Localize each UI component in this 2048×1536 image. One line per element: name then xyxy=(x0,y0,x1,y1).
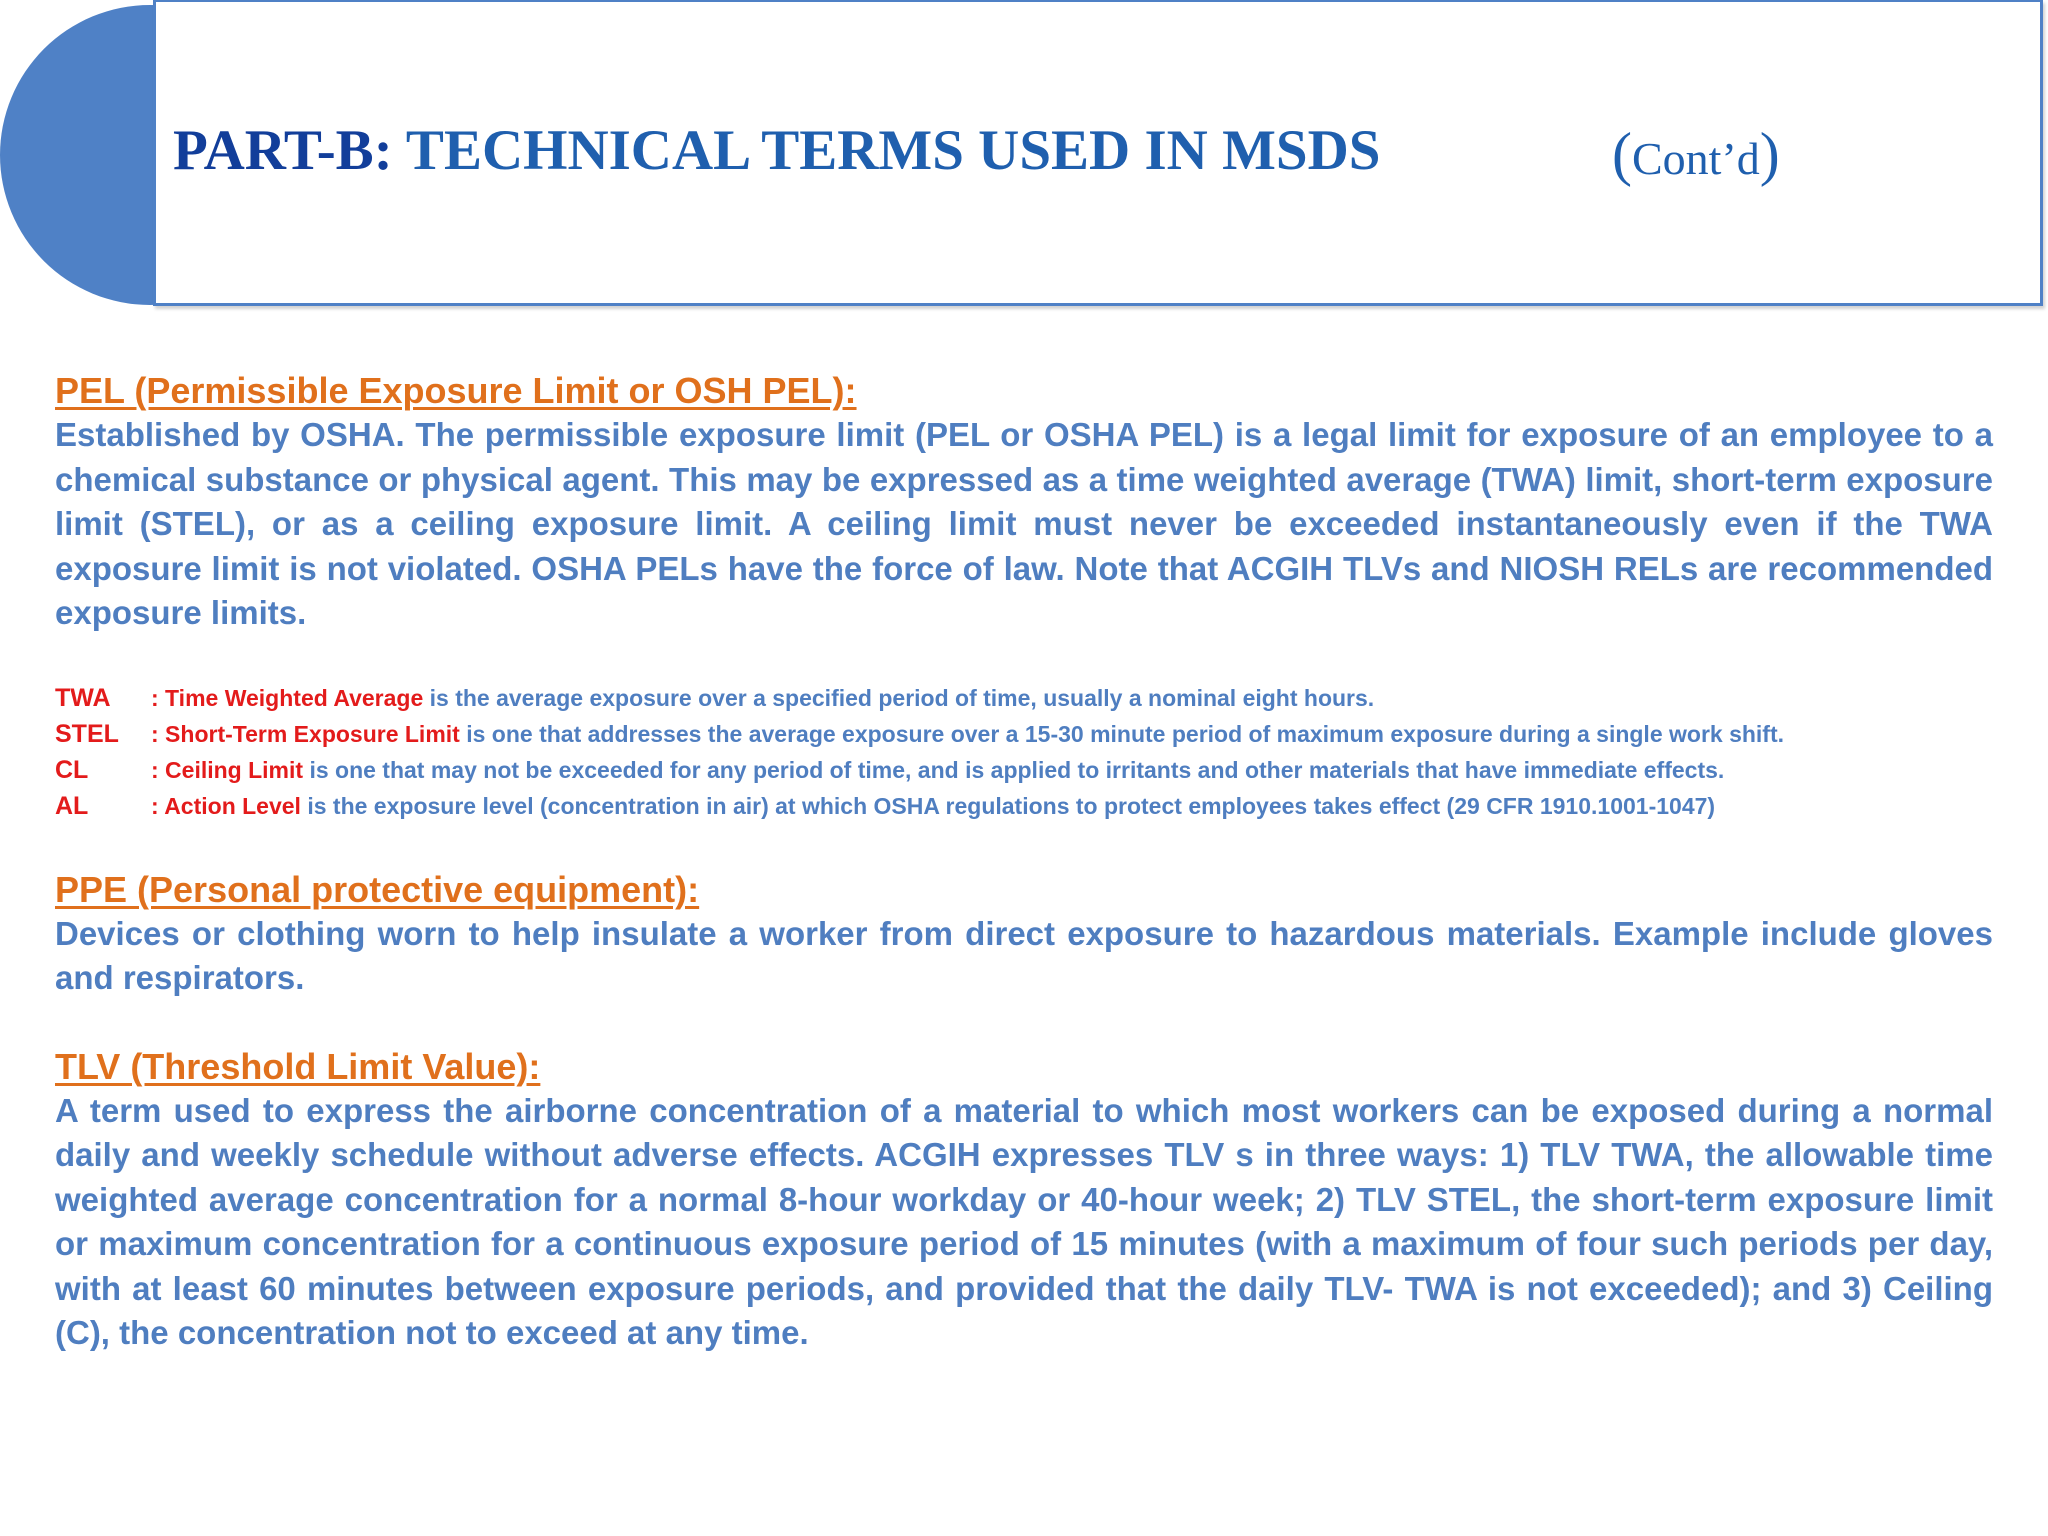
ppe-body: Devices or clothing worn to help insulate a worker from direct exposure to hazardous materials. Example include gloves and respirators. xyxy=(55,914,1993,996)
cont-open-paren: ( xyxy=(1612,121,1632,187)
definition-abbr: STEL xyxy=(55,719,119,748)
continued-marker xyxy=(1612,116,1780,197)
definition-term: : Short-Term Exposure Limit xyxy=(151,720,460,747)
pel-heading: PEL (Permissible Exposure Limit or OSH PEL): xyxy=(55,370,857,411)
definition-abbr: AL xyxy=(55,791,89,820)
definition-abbr: TWA xyxy=(55,683,111,712)
slide-title xyxy=(173,113,1380,189)
tlv-body: A term used to express the airborne concentration of a material to which most workers can be exposed during a normal daily and weekly schedule without adverse effects. ACGIH expresses TLV s in three ways: 1) TLV TWA, the allowable time weighted average concentration for a normal 8-hour workday or 40-hour week; 2) TLV STEL, the short-term exposure limit or maximum concentration for a continuous exposure period of 15 minutes (with a maximum of four such periods per day, with at least 60 minutes between exposure periods, and provided that the daily TLV- TWA is not exceeded); and 3) Ceiling (C), the concentration not to exceed at any time. xyxy=(55,1091,1993,1351)
definition-term: : Ceiling Limit xyxy=(151,756,304,783)
definition-item-stel xyxy=(55,716,1993,752)
cont-text: Cont’d xyxy=(1631,133,1760,184)
definition-list xyxy=(55,680,1993,824)
title-part-label: PART-B: xyxy=(173,119,393,182)
definition-desc: is one that may not be exceeded for any period of time, and is applied to irritants and other materials that have immediate effects. xyxy=(303,756,1725,783)
definition-item-cl xyxy=(55,752,1993,788)
definition-item-al xyxy=(55,788,1993,824)
definition-abbr: CL xyxy=(55,755,89,784)
ppe-section xyxy=(55,868,1993,1001)
definition-desc: is the average exposure over a specified period of time, usually a nominal eight hours. xyxy=(423,684,1375,711)
definition-desc: is the exposure level (concentration in air) at which OSHA regulations to protect employees takes effect (29 CFR 1910.1001-1047) xyxy=(300,792,1716,819)
slide-content xyxy=(55,369,1993,1356)
definition-term: : Time Weighted Average xyxy=(151,684,424,711)
pel-section xyxy=(55,369,1993,636)
ppe-heading: PPE (Personal protective equipment): xyxy=(55,868,700,910)
title-main-text: TECHNICAL TERMS USED IN MSDS xyxy=(405,119,1381,182)
definition-item-twa xyxy=(55,680,1993,716)
pel-body: Established by OSHA. The permissible exposure limit (PEL or OSHA PEL) is a legal limit for exposure of an employee to a chemical substance or physical agent. This may be expressed as a time weighted average (TWA) limit, short-term exposure limit (STEL), or as a ceiling exposure limit. A ceiling limit must never be exceeded instantaneously even if the TWA exposure limit is not violated. OSHA PELs have the force of law. Note that ACGIH TLVs and NIOSH RELs are recommended exposure limits. xyxy=(55,416,1993,631)
cont-close-paren: ) xyxy=(1759,121,1780,187)
definition-term: : Action Level xyxy=(151,792,301,819)
definition-desc: is one that addresses the average exposure over a 15-30 minute period of maximum exposure during a single work shift. xyxy=(459,720,1785,747)
tlv-heading: TLV (Threshold Limit Value): xyxy=(55,1045,541,1087)
tlv-section xyxy=(55,1045,1993,1356)
